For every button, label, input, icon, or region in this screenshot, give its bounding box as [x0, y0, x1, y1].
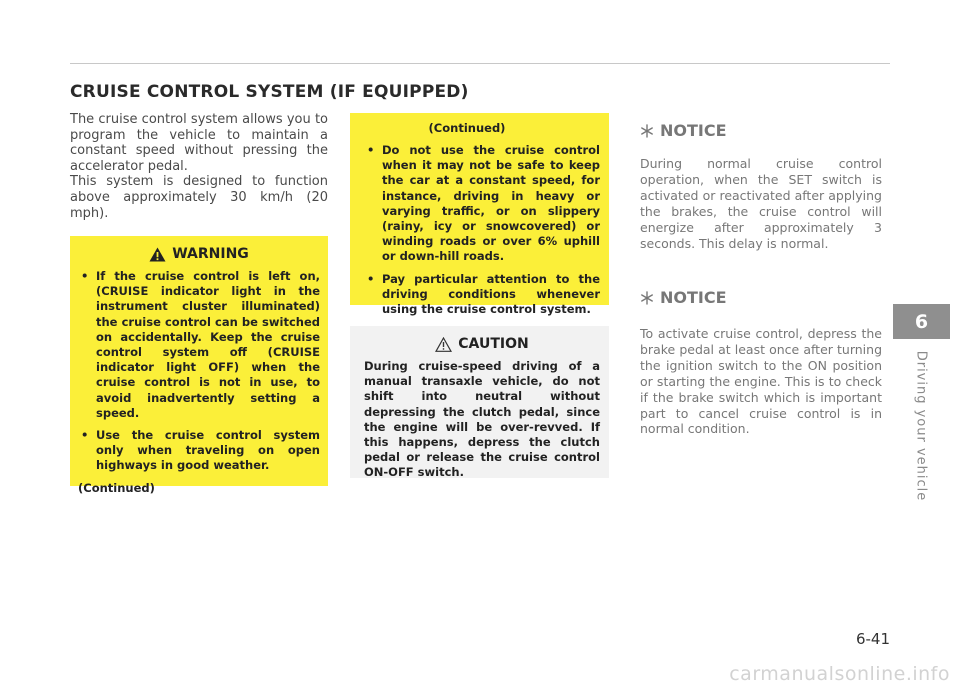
list-item: • Use the cruise control system only when traveling on open highways in good weather. — [78, 428, 320, 474]
chapter-title: Driving your vehicle — [913, 350, 929, 502]
intro-paragraph: This system is designed to function above approximately 30 km/h (20 mph). — [70, 174, 328, 221]
top-divider — [70, 63, 890, 64]
warning-triangle-icon — [149, 247, 166, 262]
page-number: 6-41 — [855, 630, 890, 648]
list-item: • Do not use the cruise control when it may not be safe to keep the car at a constant speed, for instance, driving in heavy or varying traffic, or on slippery (rainy, icy or snowcovered) or winding roads or over 6% uphill or down-hill roads. — [364, 143, 600, 265]
warning-heading-label: WARNING — [172, 246, 249, 262]
notice-heading — [640, 121, 727, 140]
continued-label: (Continued) — [428, 121, 506, 135]
notice-text: To activate cruise control, depress the brake pedal at least once after turning the ignition switch to the ON position or starting the engine. This is to check if the brake switch which is important part to cancel cruise control is in normal condition. — [640, 326, 882, 437]
intro-paragraph: The cruise control system allows you to program the vehicle to maintain a constant speed without pressing the accelerator pedal. — [70, 112, 328, 174]
warning-box — [70, 236, 328, 495]
intro-text — [70, 112, 328, 221]
caution-text: During cruise-speed driving of a manual transaxle vehicle, do not shift into neutral without depressing the clutch pedal, since the engine will be over-revved. If this happens, depress the clutch pedal or release the cruise control ON-OFF switch. — [364, 359, 600, 480]
continued-label: (Continued) — [78, 480, 155, 495]
warning-continued-list — [364, 143, 600, 317]
warning-list — [78, 269, 320, 474]
warning-heading — [78, 246, 320, 262]
list-item: • If the cruise control is left on, (CRUISE indicator light in the instrument cluster illuminated) the cruise control can be switched on accidentally. Keep the cruise control system off (CRUISE indicator light OFF) when the cruise control is not in use, to avoid inadvertently setting a speed. — [78, 269, 320, 421]
notice-heading — [640, 288, 727, 307]
asterisk-icon — [640, 124, 654, 138]
asterisk-icon — [640, 291, 654, 305]
chapter-tab: 6 — [893, 304, 950, 339]
caution-triangle-icon — [435, 337, 452, 352]
section-title: CRUISE CONTROL SYSTEM (IF EQUIPPED) — [70, 82, 469, 102]
warning-continued-box — [350, 113, 609, 317]
watermark: carmanualsonline.info — [729, 663, 950, 685]
caution-heading — [364, 336, 600, 352]
notice-heading-label: NOTICE — [660, 121, 727, 140]
list-item: • Pay particular attention to the driving conditions whenever using the cruise control system. — [364, 272, 600, 318]
notice-text: During normal cruise control operation, when the SET switch is activated or reactivated after applying the brakes, the cruise control will energize after approximately 3 seconds. This delay is normal. — [640, 156, 882, 251]
caution-box — [350, 326, 609, 478]
notice-heading-label: NOTICE — [660, 288, 727, 307]
caution-heading-label: CAUTION — [458, 336, 529, 352]
